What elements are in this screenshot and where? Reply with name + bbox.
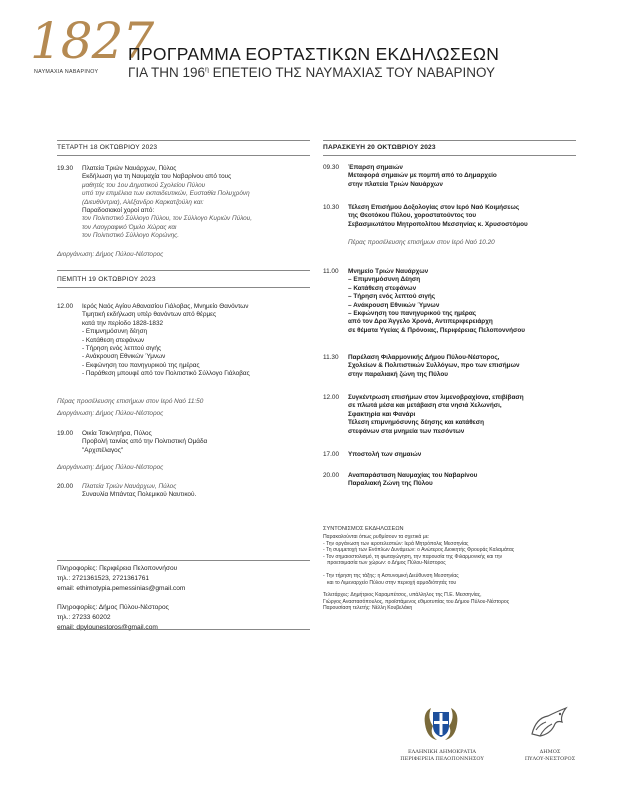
event-line: – Ανάκρουση Εθνικών Ύμνων [348, 301, 440, 309]
event-fri-1200 [323, 394, 593, 440]
event-line: Αναπαράσταση Ναυμαχίας του Ναβαρίνου [348, 472, 478, 479]
event-line: "Αρχιπέλαγος" [82, 446, 124, 454]
coordination-notes [323, 534, 514, 612]
info-line: τηλ.: 2721361523, 2721361761 [57, 574, 150, 582]
organizer-note: Διοργάνωση: Δήμος Πύλου-Νέστορος [57, 464, 164, 471]
coord-line: Τελετάρχες: Δημήτριος Καραμπέτσος, υπάλληλος της Π.Ε. Μεσσηνίας, [323, 592, 482, 599]
event-body [348, 394, 524, 436]
event-line: Σχολείων & Πολιτιστικών Συλλόγων, προ των επισήμων [348, 362, 520, 370]
event-line: Έπαρση σημαιών [348, 164, 403, 171]
event-line: της Θεοτόκου Πύλου, χοροστατούντος του [348, 212, 477, 220]
info-line: τηλ.: 27233 60202 [57, 614, 111, 622]
arrival-note: Πέρας προσέλευσης επισήμων στον Ιερό Ναό 11:50 [57, 398, 204, 405]
event-line: - Εκφώνηση του πανηγυρικού της ημέρας [82, 361, 200, 369]
event-fri-2000 [323, 472, 593, 492]
municipality-line: ΠΥΛΟΥ-ΝΕΣΤΟΡΟΣ [524, 755, 576, 762]
event-line: Τέλεση επιμνημόσυνης δέησης και κατάθεση [348, 419, 484, 427]
event-body [348, 164, 497, 189]
event-line: – Τήρηση ενός λεπτού σιγής [348, 293, 436, 301]
event-time: 09.30 [323, 164, 339, 171]
event-body [348, 354, 520, 379]
page-subtitle: ΓΙΑ ΤΗΝ $196^\eta$ ΕΠΕΤΕΙΟ ΤΗΣ ΝΑΥΜΑΧΙΑΣ ΤΟΥ ΝΑΒΑΡΙΝΟΥ [128, 65, 496, 80]
event-line: Συναυλία Μπάντας Πολεμικού Ναυτικού. [82, 491, 197, 499]
municipality-line: ΔΗΜΟΣ [539, 749, 561, 755]
organizer-note: Διοργάνωση: Δήμος Πύλου-Νέστορος [57, 251, 164, 258]
coord-line: προετοιμασία των χώρων: ο Δήμος Πύλου-Νέστορος [327, 560, 446, 567]
event-location: Ιερός Ναός Αγίου Αθανασίου Γιάλοβας, Μνημείο Θανόντων [82, 303, 249, 310]
event-line: μαθητές του 1ου Δημοτικού Σχολείου Πύλου [82, 181, 206, 189]
event-body [82, 483, 196, 500]
event-line: - Επιμνημόσυνη δέηση [82, 328, 148, 336]
event-thu-1200 [57, 303, 317, 383]
event-line: – Κατάθεση στεφάνων [348, 284, 417, 292]
region-line: ΕΛΛΗΝΙΚΗ ΔΗΜΟΚΡΑΤΙΑ [407, 749, 477, 755]
contact-info [57, 564, 185, 633]
event-fri-1030 [323, 204, 593, 232]
event-line: τον Πολιτιστικό Σύλλογο Πύλου, τον Σύλλογο Κυριών Πύλου, [82, 215, 253, 223]
event-line: Προβολή ταινίας από την Πολιτιστική Ομάδα [82, 438, 208, 446]
event-line: από τον Δρα Άγγελο Χρονά, Αντιπεριφερειάρχη [348, 318, 493, 326]
page-title: ΠΡΟΓΡΑΜΜΑ ΕΟΡΤΑΣΤΙΚΩΝ ΕΚΔΗΛΩΣΕΩΝ [128, 44, 500, 64]
event-location: Οικία Τσικλητήρα, Πύλος [82, 430, 152, 437]
event-line: σε θέματα Υγείας & Πρόνοιας, Περιφέρειας Πελοποννήσου [348, 326, 526, 334]
event-line: Τιμητική εκδήλωση υπέρ θανόντων από θέρμες [82, 311, 217, 319]
event-line: Παραδοσιακοί χοροί από: [82, 207, 155, 215]
event-location: Πλατεία Τριών Ναυάρχων, Πύλος [82, 483, 177, 490]
event-fri-1130 [323, 354, 593, 382]
event-line: υπό την επιμέλεια των εκπαιδευτικών, Ευσταθία Πολυχρόνη [82, 190, 250, 198]
coord-line: - Την οργάνωση των ιεροτελεστιών: Ιερά Μητρόπολις Μεσσηνίας [323, 540, 469, 547]
event-time: 12.00 [323, 394, 339, 401]
event-body [82, 430, 207, 455]
event-time: 17.00 [323, 451, 339, 458]
event-line: - Παράθεση μπουφέ από τον Πολιτιστικό Σύλλογο Γιάλοβας [82, 370, 250, 378]
event-line: Εκδήλωση για τη Ναυμαχία του Ναβαρίνου από τους [82, 173, 232, 181]
event-body [82, 303, 250, 379]
event-fri-1700 [323, 451, 593, 461]
divider [57, 155, 310, 156]
event-line: Παραλιακή Ζώνη της Πύλου [348, 480, 433, 488]
event-time: 12.00 [57, 303, 73, 310]
event-time: 20.00 [323, 472, 339, 479]
info-email[interactable]: email: dpylounestoros@gmail.com [57, 623, 158, 631]
organizer-note: Διοργάνωση: Δήμος Πύλου-Νέστορος [57, 410, 164, 417]
municipality-emblem-icon [526, 704, 572, 744]
arrival-note: Πέρας προσέλευσης επισήμων στον Ιερό Ναό 10.20 [348, 239, 495, 246]
event-line: (Διευθύντρια), Αλέξανδρο Καρκατζούλη και: [82, 198, 204, 206]
event-time: 11.30 [323, 354, 339, 361]
event-line: στην πλατεία Τριών Ναυάρχων [348, 180, 443, 188]
divider [57, 560, 310, 561]
logo-year: 1827 [30, 12, 154, 70]
coord-line: - Τον σημαιοστολισμό, τη φωταγώγηση, την παρουσία της Φιλαρμονικής και την [323, 553, 503, 560]
event-body [348, 472, 477, 489]
event-location: Πλατεία Τριών Ναυάρχων, Πύλος [82, 165, 177, 172]
event-line: Υποστολή των σημαιών [348, 451, 422, 458]
event-line: στεφάνων στα μνημεία των πεσόντων [348, 427, 465, 435]
event-line: - Ανάκρουση Εθνικών Ύμνων [82, 353, 166, 361]
event-line: - Τήρηση ενός λεπτού σιγής [82, 345, 162, 353]
coord-line: Γιώργος Αναστασόπουλος, προϊστάμενος εθιμοτυπίας του Δήμου Πύλου-Νέστορος [323, 598, 510, 605]
coordination-heading: ΣΥΝΤΟΝΙΣΜΟΣ ΕΚΔΗΛΩΣΕΩΝ [323, 526, 404, 532]
info-line: Πληροφορίες: Περιφέρεια Πελοποννήσου [57, 565, 178, 572]
event-line: Μνημείο Τριών Ναυάρχων [348, 268, 429, 275]
event-line: κατά την περίοδο 1828-1832 [82, 319, 164, 327]
event-line: σε πλωτά μέσα και μετάβαση στα νησιά Χελωνήσι, [348, 402, 502, 410]
event-line: – Επιμνημόσυνη Δέηση [348, 276, 421, 284]
coord-line: Παρακαλούνται όπως ρυθμίσουν τα σχετικά με: [323, 534, 430, 540]
greek-coat-of-arms-icon [421, 704, 461, 744]
event-line: Μεταφορά σημαιών με πομπή από το Δημαρχείο [348, 172, 497, 180]
coord-line: - Την τήρηση της τάξης: η Αστυνομική Διεύθυνση Μεσσηνίας [323, 572, 459, 579]
event-line: Σφακτηρία και Φανάρι [348, 410, 416, 418]
day-heading-wednesday: ΤΕΤΑΡΤΗ 18 ΟΚΤΩΒΡΙΟΥ 2023 [57, 144, 158, 151]
event-body [348, 268, 525, 335]
region-line: ΠΕΡΙΦΕΡΕΙΑ ΠΕΛΟΠΟΝΝΗΣΟΥ [400, 755, 484, 762]
event-body [348, 204, 528, 229]
event-line: τον Πολιτιστικό Σύλλογο Κορώνης. [82, 232, 180, 240]
event-fri-0930 [323, 164, 593, 192]
divider [323, 155, 576, 156]
event-time: 11.00 [323, 268, 339, 275]
region-logo-text [397, 749, 487, 762]
event-line: Σεβασμιωτάτου Μητροπολίτου Μεσσηνίας κ. Χρυσοστόμου [348, 220, 528, 228]
event-line: στην παραλιακή ζώνη της Πύλου [348, 370, 448, 378]
event-time: 20.00 [57, 483, 73, 490]
event-body [82, 165, 252, 241]
event-time: 19.30 [57, 165, 73, 172]
divider [57, 270, 310, 271]
event-thu-2000 [57, 483, 317, 503]
municipality-logo-text [520, 749, 580, 762]
event-line: – Εκφώνηση του πανηγυρικού της ημέρας [348, 310, 477, 318]
event-line: - Κατάθεση στεφάνων [82, 336, 145, 344]
event-line: Παρέλαση Φιλαρμονικής Δήμου Πύλου-Νέστορος, [348, 354, 500, 361]
divider [323, 140, 576, 141]
coord-line: Παρουσίαση τελετής: Νέλλη Κουβελάκη [323, 605, 413, 612]
day-heading-friday: ΠΑΡΑΣΚΕΥΗ 20 ΟΚΤΩΒΡΙΟΥ 2023 [323, 144, 436, 151]
event-fri-1100 [323, 268, 593, 340]
info-line: Πληροφορίες: Δήμος Πύλου-Νέστορος [57, 604, 169, 612]
event-line: Τέλεση Επισήμου Δοξολογίας στον Ιερό Ναό Κοιμήσεως [348, 204, 520, 211]
divider [57, 287, 310, 288]
event-body [348, 451, 421, 459]
event-thu-1900 [57, 430, 317, 460]
event-time: 10.30 [323, 204, 339, 211]
coord-line: - Τη συμμετοχή των Ενόπλων Δυνάμεων: ο Ανώτερος Διοικητής Φρουράς Καλαμάτας [323, 547, 515, 554]
event-wed-1930 [57, 165, 317, 245]
event-line: Συγκέντρωση επισήμων στον λιμενοβραχίονα, επιβίβαση [348, 394, 524, 401]
event-time: 19.00 [57, 430, 73, 437]
divider [57, 140, 310, 141]
info-email[interactable]: email: ethimotypia.pemessinias@gmail.com [57, 584, 186, 592]
coord-line: και το Λιμεναρχείο Πύλου στην περιοχή αρμοδιότητάς του [327, 579, 457, 586]
divider [57, 629, 310, 630]
logo-caption: ΝΑΥΜΑΧΙΑ ΝΑΒΑΡΙΝΟΥ [34, 69, 99, 75]
day-heading-thursday: ΠΕΜΠΤΗ 19 ΟΚΤΩΒΡΙΟΥ 2023 [57, 276, 156, 283]
info-spacer [57, 593, 185, 603]
event-line: τον Λαογραφικό Όμιλο Χώρας και [82, 223, 177, 231]
